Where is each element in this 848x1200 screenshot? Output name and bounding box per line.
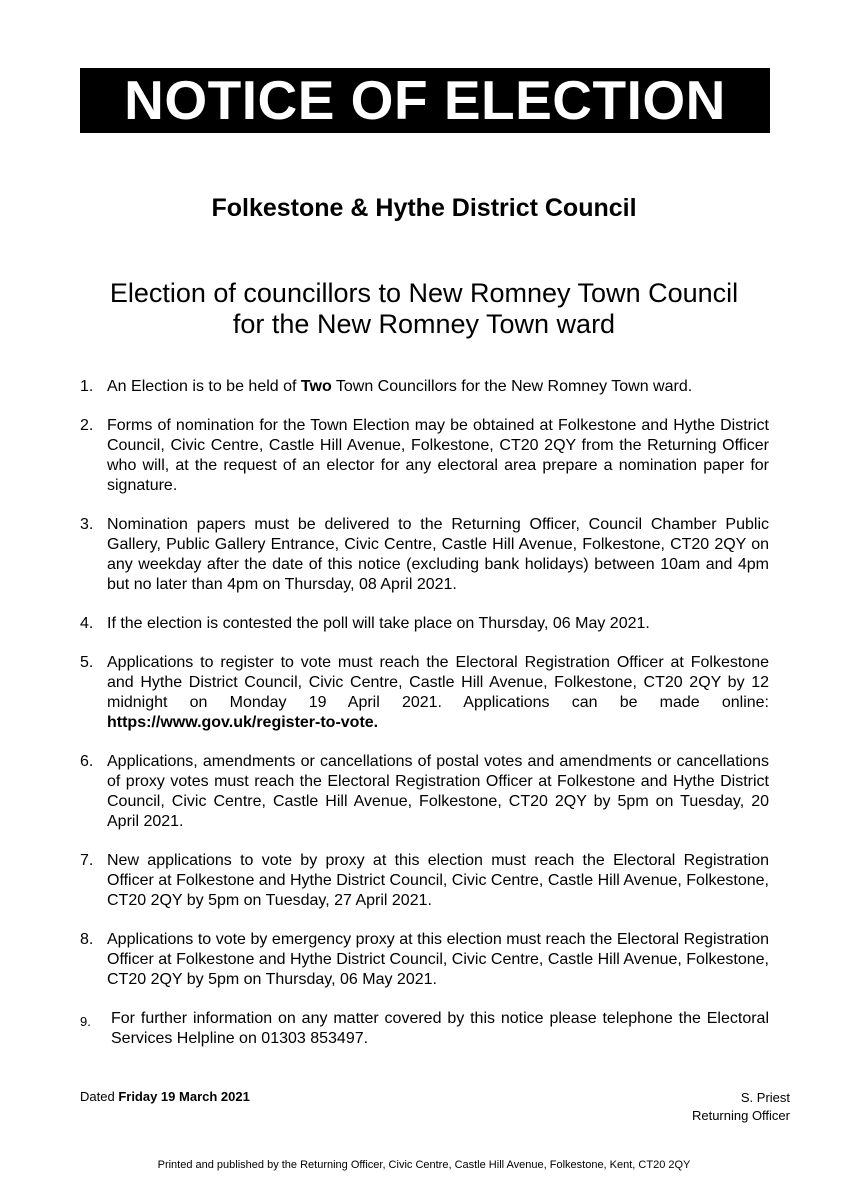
- item-number: 6.: [80, 753, 94, 770]
- notice-item-7: [80, 851, 769, 911]
- election-heading: [60, 278, 788, 340]
- notice-item-6: [80, 752, 769, 832]
- officer-title: Returning Officer: [691, 1108, 790, 1123]
- notice-item-2: [80, 416, 769, 496]
- notice-date: Friday 19 March 2021: [118, 1089, 250, 1104]
- register-link[interactable]: https://www.gov.uk/register-to-vote.: [107, 714, 379, 731]
- item-number: 3.: [80, 516, 94, 533]
- heading-line-1: Election of councillors to New Romney Town Council: [109, 278, 739, 308]
- item-number: 5.: [80, 654, 94, 671]
- item-number: 2.: [80, 417, 94, 434]
- item-number: 7.: [80, 852, 94, 869]
- item-number: 9.: [80, 1014, 91, 1029]
- dated-line: Dated Friday 19 March 2021: [80, 1089, 250, 1104]
- item-text: New applications to vote by proxy at this election must reach the Electoral Registration Officer at Folkestone and Hythe District Council, Civic Centre, Castle Hill Avenue, Folkestone, CT20 2QY by 5pm on Tuesday, 27 April 2021.: [107, 852, 769, 909]
- item-number: 1.: [80, 378, 94, 395]
- notice-item-9: [80, 1009, 769, 1049]
- notice-item-4: [80, 614, 769, 634]
- council-name: Folkestone & Hythe District Council: [211, 194, 637, 222]
- notice-items-list: [80, 377, 769, 1049]
- notice-item-1: [80, 377, 769, 397]
- heading-line-2: for the New Romney Town ward: [232, 309, 616, 339]
- item-text: An Election is to be held of Two Town Councillors for the New Romney Town ward.: [107, 378, 693, 395]
- item-number: 4.: [80, 615, 94, 632]
- officer-name: S. Priest: [740, 1090, 790, 1105]
- item-text: Applications to vote by emergency proxy at this election must reach the Electoral Registration Officer at Folkestone and Hythe District Council, Civic Centre, Castle Hill Avenue, Folkestone, CT20 2QY by 5pm on Thursday, 06 May 2021.: [107, 931, 769, 988]
- item-text: For further information on any matter covered by this notice please telephone the Electoral Services Helpline on 01303 853497.: [111, 1010, 769, 1047]
- notice-item-5: [80, 653, 769, 733]
- notice-item-8: [80, 930, 769, 990]
- item-number: 8.: [80, 931, 94, 948]
- councillor-count: Two: [300, 378, 332, 395]
- item-text: Applications, amendments or cancellations of postal votes and amendments or cancellations of proxy votes must reach the Electoral Registration Officer at Folkestone and Hythe District Council, Civic Centre, Castle Hill Avenue, Folkestone, CT20 2QY by 5pm on Tuesday, 20 April 2021.: [107, 753, 769, 830]
- notice-banner: NOTICE OF ELECTION: [80, 68, 770, 133]
- item-text: Applications to register to vote must reach the Electoral Registration Officer at Folkestone and Hythe District Council, Civic Centre, Castle Hill Avenue, Folkestone, CT20 2QY by 12 midnight on Monday 19 April 2021. Applications can be made online: https://www.gov.uk/register-to-vote.: [107, 654, 769, 731]
- item-text: Nomination papers must be delivered to the Returning Officer, Council Chamber Public Gallery, Public Gallery Entrance, Civic Centre, Castle Hill Avenue, Folkestone, CT20 2QY on any weekday after the date of this notice (excluding bank holidays) between 10am and 4pm but no later than 4pm on Thursday, 08 April 2021.: [107, 516, 769, 593]
- item-text: Forms of nomination for the Town Election may be obtained at Folkestone and Hythe District Council, Civic Centre, Castle Hill Avenue, Folkestone, CT20 2QY from the Returning Officer who will, at the request of an elector for any electoral area prepare a nomination paper for signature.: [107, 417, 769, 494]
- item-text: If the election is contested the poll will take place on Thursday, 06 May 2021.: [107, 615, 650, 632]
- notice-item-3: [80, 515, 769, 595]
- publisher-footer: Printed and published by the Returning Officer, Civic Centre, Castle Hill Avenue, Folkestone, Kent, CT20 2QY: [157, 1159, 691, 1171]
- signoff: [692, 1089, 790, 1125]
